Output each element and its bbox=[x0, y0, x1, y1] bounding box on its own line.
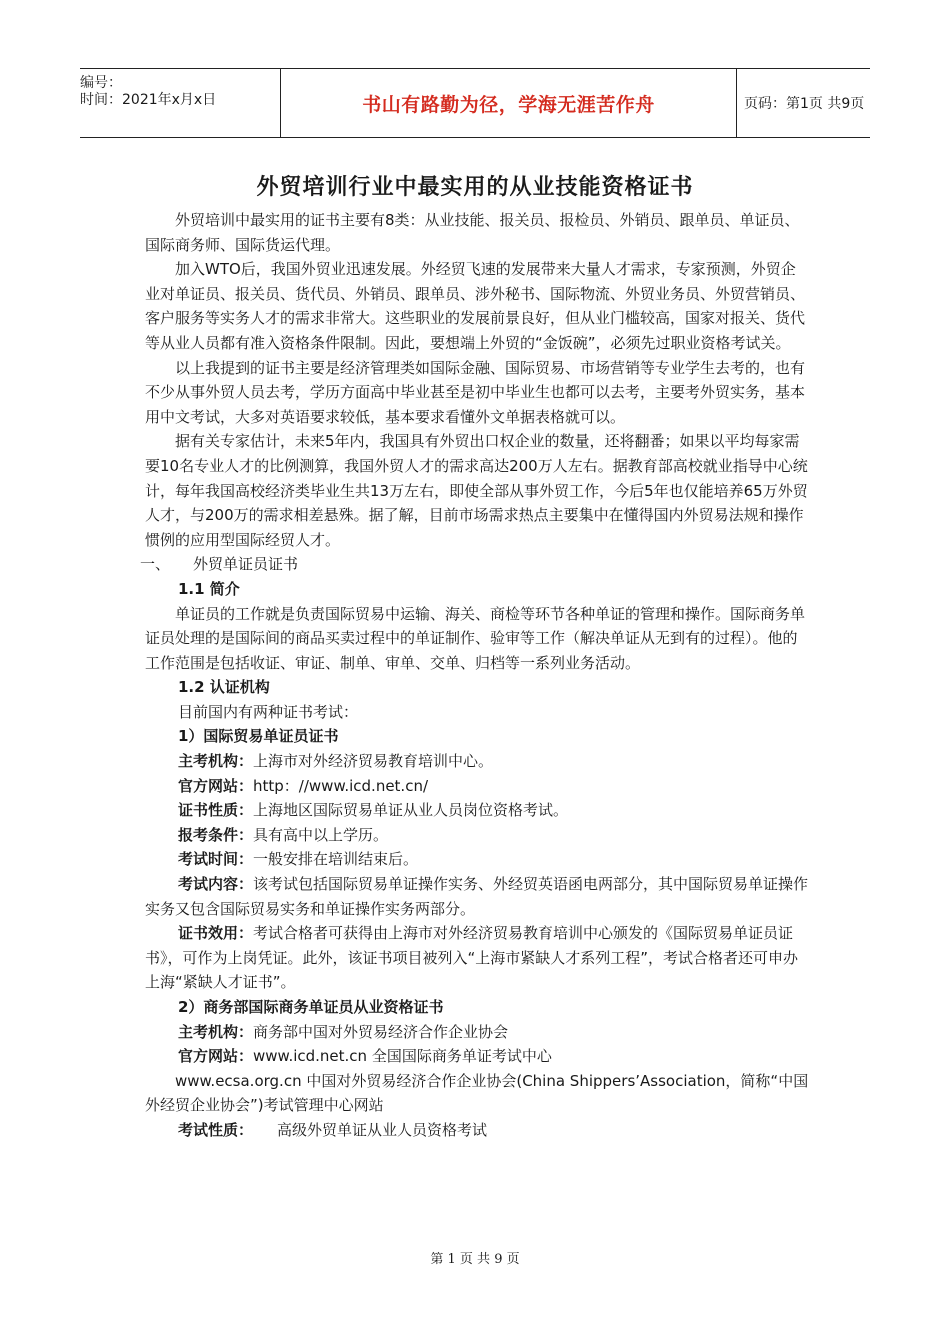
page-header bbox=[80, 68, 870, 138]
field-label: 主考机构： bbox=[178, 1022, 254, 1041]
field-value: 该考试包括国际贸易单证操作实务、外经贸英语函电两部分，其中国际贸易单证操作实务又包含国际贸易实务和单证操作实务两部分。 bbox=[145, 875, 809, 918]
field-value: www.icd.net.cn 全国国际商务单证考试中心 bbox=[253, 1047, 552, 1066]
field-label: 官方网站： bbox=[178, 1047, 254, 1066]
serial-number-label: 编号： bbox=[80, 75, 122, 91]
field-label: 考试内容： bbox=[178, 875, 254, 894]
header-meta bbox=[80, 69, 280, 143]
cert-1-org bbox=[145, 749, 810, 774]
cert-2-site bbox=[145, 1044, 810, 1069]
field-value: 一般安排在培训结束后。 bbox=[253, 850, 419, 869]
section-title: 外贸单证员证书 bbox=[193, 555, 299, 574]
page-footer: 第 1 页 共 9 页 bbox=[430, 1252, 520, 1267]
subsection-1-1-heading: 1.1 简介 bbox=[178, 579, 240, 598]
cert-1-effect bbox=[145, 921, 810, 995]
subsection-1-1-text: 单证员的工作就是负责国际贸易中运输、海关、商检等环节各种单证的管理和操作。国际商务单证员处理的是国际间的商品买卖过程中的单证制作、验审等工作（解决单证从无到有的过程）。他的工作范围是包括收证、审证、制单、审单、交单、归档等一系列业务活动。 bbox=[145, 604, 806, 672]
cert-1-nature bbox=[145, 798, 810, 823]
field-label: 考试性质： bbox=[178, 1120, 254, 1139]
cert-1-exam-time bbox=[145, 847, 810, 872]
section-number: 一、 bbox=[140, 555, 171, 574]
field-label: 证书性质： bbox=[178, 801, 254, 820]
field-label: 官方网站： bbox=[178, 776, 254, 795]
field-value: 上海地区国际贸易单证从业人员岗位资格考试。 bbox=[253, 801, 569, 820]
field-label: 主考机构： bbox=[178, 752, 254, 771]
field-label: 证书效用： bbox=[178, 924, 254, 943]
paragraph-3: 以上我提到的证书主要是经济管理类如国际金融、国际贸易、市场营销等专业学生去考的，也有不少从事外贸人员去考，学历方面高中毕业甚至是初中毕业生也都可以去考，主要考外贸实务，基本用中文考试，大多对英语要求较低，基本要求看懂外文单据表格就可以。 bbox=[145, 358, 806, 426]
subsection-1-2-heading: 1.2 认证机构 bbox=[178, 678, 270, 697]
field-value: 具有高中以上学历。 bbox=[253, 825, 389, 844]
paragraph-2: 加入WTO后，我国外贸业迅速发展。外经贸飞速的发展带来大量人才需求，专家预测，外贸企业对单证员、报关员、货代员、外销员、跟单员、涉外秘书、国际物流、外贸业务员、外贸营销员、客户服务等实务人才的需求非常大。这些职业的发展前景良好，但从业门槛较高，国家对报关、货代等从业人员都有准入资格条件限制。因此，要想端上外贸的“金饭碗”，必须先过职业资格考试关。 bbox=[145, 260, 806, 352]
field-value: 高级外贸单证从业人员资格考试 bbox=[277, 1120, 488, 1139]
document-body bbox=[140, 208, 810, 1143]
subsection-1-2-text: 目前国内有两种证书考试： bbox=[178, 702, 359, 721]
field-value: 商务部中国对外贸易经济合作企业协会 bbox=[253, 1022, 509, 1041]
cert-2-site-2: www.ecsa.org.cn 中国对外贸易经济合作企业协会(China Shippers’Association，简称“中国外经贸企业协会”)考试管理中心网站 bbox=[145, 1071, 809, 1115]
paragraph-4: 据有关专家估计，未来5年内，我国具有外贸出口权企业的数量，还将翻番；如果以平均每家需要10名专业人才的比例测算，我国外贸人才的需求高达200万人左右。据教育部高校就业指导中心统计，每年我国高校经济类毕业生共13万左右，即使全部从事外贸工作，今后5年也仅能培养65万外贸人才，与200万的需求相差悬殊。据了解，目前市场需求热点主要集中在懂得国内外贸易法规和操作惯例的应用型国际经贸人才。 bbox=[145, 432, 808, 549]
field-label: 报考条件： bbox=[178, 825, 254, 844]
cert-2-title: 2）商务部国际商务单证员从业资格证书 bbox=[178, 998, 444, 1016]
header-page-info: 页码：第1页 共9页 bbox=[744, 96, 865, 112]
field-label: 考试时间： bbox=[178, 850, 254, 869]
cert-1-site bbox=[145, 774, 810, 799]
section-1-heading bbox=[140, 552, 810, 577]
document-title: 外贸培训行业中最实用的从业技能资格证书 bbox=[256, 175, 694, 200]
header-motto: 书山有路勤为径，学海无涯苦作舟 bbox=[280, 69, 737, 137]
field-value: 考试合格者可获得由上海市对外经济贸易教育培训中心颁发的《国际贸易单证员证书》，可作为上岗凭证。此外，该证书项目被列入“上海市紧缺人才系列工程”，考试合格者还可申办上海“紧缺人才证书”。 bbox=[145, 924, 799, 992]
date-label: 时间：2021年x月x日 bbox=[80, 92, 217, 108]
field-value: http：//www.icd.net.cn/ bbox=[253, 776, 429, 795]
cert-1-title: 1）国际贸易单证员证书 bbox=[178, 727, 339, 746]
cert-2-nature bbox=[145, 1118, 810, 1143]
cert-1-content bbox=[145, 872, 810, 921]
field-value: 上海市对外经济贸易教育培训中心。 bbox=[253, 752, 494, 771]
cert-2-org bbox=[145, 1020, 810, 1045]
cert-1-requirements bbox=[145, 823, 810, 848]
paragraph-1: 外贸培训中最实用的证书主要有8类：从业技能、报关员、报检员、外销员、跟单员、单证员、国际商务师、国际货运代理。 bbox=[145, 211, 800, 254]
